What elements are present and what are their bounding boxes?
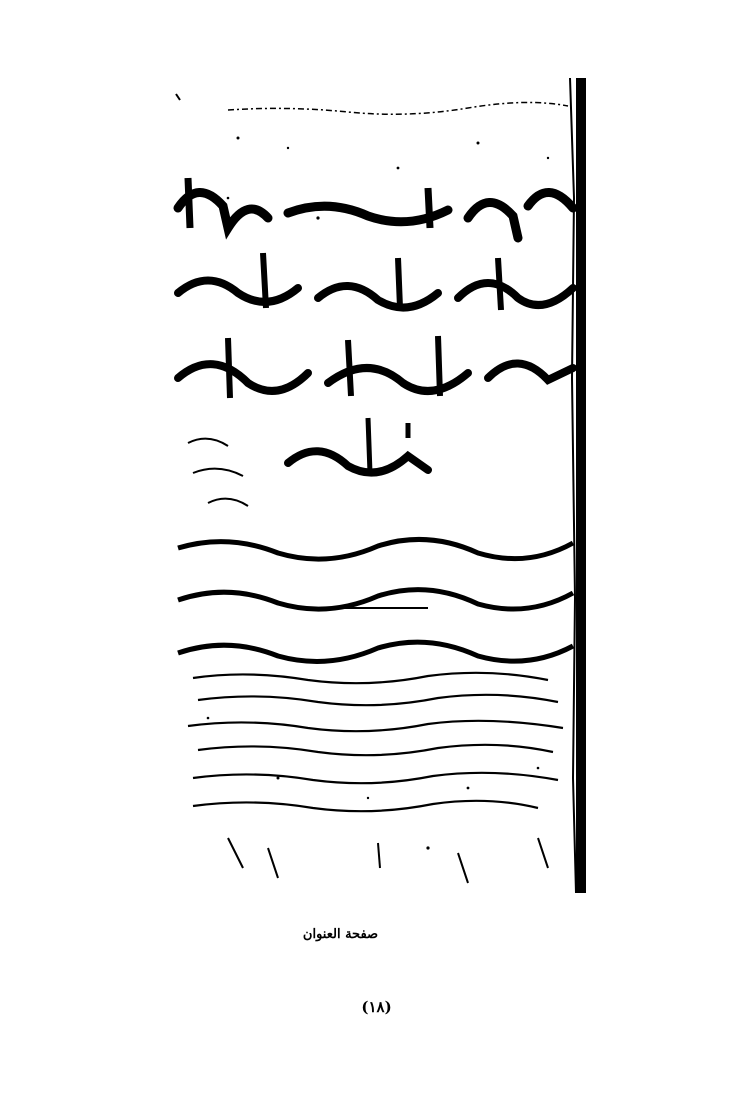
binding-edge [576,78,586,893]
speck [176,94,180,100]
manuscript-image [168,78,598,893]
text-line-6 [178,590,573,609]
small-text-lines [188,673,563,811]
page-specks [207,137,549,850]
caption [0,927,747,942]
title-line-4 [288,418,428,473]
page-number [0,998,747,1016]
title-line-3 [178,336,573,398]
text-line-5 [178,539,573,559]
caption-text: صفحة العنوان [302,927,379,942]
margin-notes [188,439,248,506]
page-number-text: (١٨) [361,998,392,1016]
top-note-line [228,102,568,114]
title-line-1 [178,178,573,238]
bottom-strokes [228,838,548,883]
text-line-7 [178,642,573,661]
manuscript-drawing [168,78,598,893]
title-line-2 [178,253,573,310]
